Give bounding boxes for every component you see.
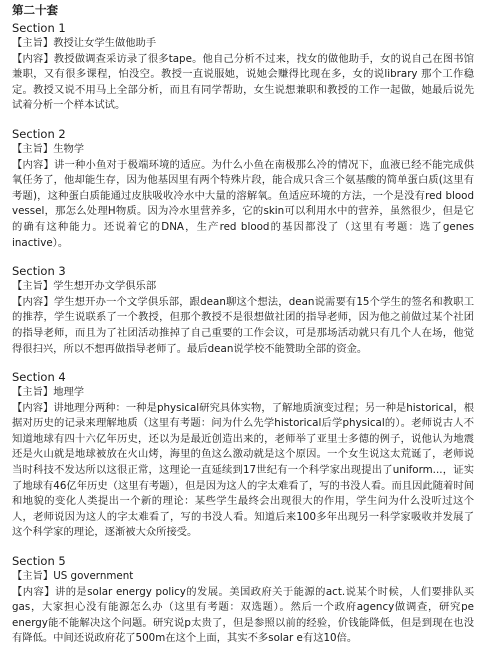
topic-line	[12, 279, 474, 295]
topic-line	[12, 569, 474, 585]
document-title: 第二十套	[12, 3, 58, 17]
content-text: 讲地理分两种：一种是physical研究具体实物，了解地质演变过程；另一种是historical，根据对历史的记录来理解地质（这里有考题：问为什么先学historical后学physical的）。老师说古人不知道地球有四十六亿年历史，还以为是最近创造出来的，老师举了亚里士多德的例子，说他认为地震还是火山就是地球被放在火山烤，海里的鱼这么激动就是这个原因。一个女生说这太荒诞了，老师说当时科技不发达所以这很正常，这理论一直延续到17世纪有一个科学家出现提出了uniform...，证实了地球有46亿年历史（这里有考题），但是因为这人的字太难看了，写的书没人看。而且因此随着时间和地貌的变化人类提出一个新的理论：某些学生最终会出现很大的作用，学生问为什么没听过这个人，老师说因为这人的字太难看了，写的书没人看。知道后来100多年出现另一科学家吸收并发展了这个科学家的理论，逐渐被大众所接受。	[12, 401, 475, 539]
content-paragraph	[12, 52, 474, 114]
section-1	[12, 21, 474, 114]
section-5	[12, 554, 474, 647]
topic-text: 生物学	[53, 142, 85, 155]
content-tag: 【内容】	[12, 52, 54, 65]
section-heading: Section 4	[12, 370, 66, 385]
content-tag: 【内容】	[12, 401, 54, 414]
section-heading: Section 3	[12, 264, 66, 279]
section-2	[12, 127, 474, 251]
section-heading: Section 1	[12, 21, 66, 35]
content-paragraph	[12, 401, 474, 541]
topic-line	[12, 142, 474, 158]
topic-text: 地理学	[53, 386, 85, 399]
topic-text: 教授让女学生做他助手	[53, 37, 157, 49]
content-text: 学生想开办一个文学俱乐部，跟dean聊这个想法，dean说需要有15个学生的签名和教职工的推荐，学生说联系了一个教授，但那个教授不是很想做社团的指导老师，因为他之前做过某个社团的指导老师，而且为了社团活动推掉了自己重要的工作会议，可是那场活动就只有几个人在场，他觉得很扫兴，所以不想再做指导老师了。最后dean说学校不能赞助全部的资金。	[12, 295, 475, 355]
section-3	[12, 264, 474, 357]
topic-tag: 【主旨】	[12, 570, 54, 583]
content-text: 讲一种小鱼对于极端环境的适应。为什么小鱼在南极那么冷的情况下，血液已经不能完成供氧任务了，他却能生存，因为他基因里有两个特殊片段，能合成只含三个氨基酸的简单蛋白质(这里有考题)，这种蛋白质能通过皮肤吸收冷水中大量的溶解氧。鱼适应环境的方法，一个是没有red blood vessel，那怎么处理H物质。因为冷水里营养多，它的skin可以利用水中的营养，虽然很少，但是它的确有这种能力。还说着它的DNA，生产red blood的基因都没了（这里有考题：选了genes inactive）。	[12, 158, 475, 249]
topic-tag: 【主旨】	[12, 280, 54, 293]
content-paragraph	[12, 585, 474, 647]
content-tag: 【内容】	[12, 158, 55, 171]
section-4	[12, 370, 474, 541]
content-paragraph	[12, 158, 474, 252]
topic-tag: 【主旨】	[12, 386, 54, 399]
section-heading: Section 2	[12, 126, 66, 141]
topic-line	[12, 385, 474, 401]
content-tag: 【内容】	[12, 295, 54, 308]
topic-line	[12, 36, 474, 52]
content-text: 教授做调查采访录了很多tape。他自己分析不过来，找女的做他助手，女的说自己在图书馆兼职，又有很多课程，怕没空。教授一直说服她，说她会赚得比现在多，女的说library 那个工作稳定。教授又说不用马上全部分析，而且有同学帮助，女生说想兼职和教授的工作一起做，她最后说先试着分析一个样本试试。	[12, 52, 475, 112]
topic-tag: 【主旨】	[12, 142, 54, 155]
content-paragraph	[12, 295, 474, 357]
topic-text: US government	[53, 570, 134, 583]
content-text: 讲的是solar energy policy的发展。美国政府关于能源的act.说某个时候，人们要排队买gas，大家担心没有能源怎么办（这里有考题：双选题）。然后一个政府agency做调查，研究pe energy能不能解决这个问题。研究说p太贵了，但是参照以前的经验，价钱能降低，但是到现在也没有降低。中间还说政府花了500m在这个上面，其实不多solar e有这10倍。	[12, 585, 474, 645]
content-tag: 【内容】	[12, 585, 55, 598]
topic-tag: 【主旨】	[12, 37, 54, 49]
topic-text: 学生想开办文学俱乐部	[53, 280, 157, 293]
section-heading: Section 5	[12, 554, 66, 569]
